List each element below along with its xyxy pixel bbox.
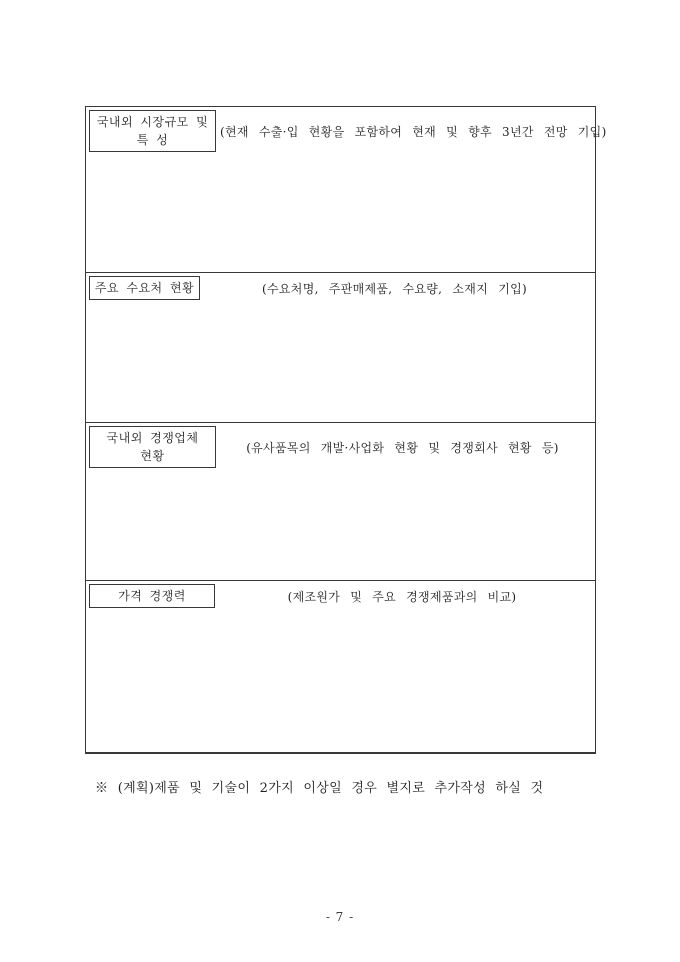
section-label-line: 특 성 [136,133,169,147]
section-market-size-hint: (현재 수출·입 현황을 포함하여 현재 및 향후 3년간 전망 기입) [220,124,607,139]
section-label-line: 현황 [140,449,165,463]
section-price-competitiveness-hint: (제조원가 및 주요 경쟁제품과의 비교) [287,589,517,604]
section-price-competitiveness-header [86,581,595,608]
section-demand-header [86,273,595,300]
section-competitors-hint: (유사품목의 개발·사업화 현황 및 경쟁회사 현황 등) [246,440,559,455]
section-label-line: 주요 수요처 현황 [94,281,195,295]
form-table [85,106,607,754]
section-demand-hint: (수요처명, 주판매제품, 수요량, 소재지 기입) [262,281,527,296]
section-demand [86,272,595,422]
section-label-line: 가격 경쟁력 [118,589,186,603]
section-price-competitiveness [86,580,595,752]
section-competitors-entry-area [86,471,595,580]
section-competitors-label-box [89,426,216,468]
page-number: - 7 - [325,910,355,924]
footnote: ※ (계획)제품 및 기술이 2가지 이상일 경우 별지로 추가작성 하실 것 [95,781,544,796]
section-market-size-entry-area [86,155,595,272]
section-price-competitiveness-label-box [89,584,215,608]
section-label-line: 국내외 경쟁업체 [106,431,199,445]
section-label-line: 국내외 시장규모 및 [96,115,209,129]
section-market-size [86,107,607,272]
section-market-size-header [86,107,607,152]
section-demand-entry-area [86,321,595,422]
section-price-competitiveness-entry-area [86,629,595,752]
section-competitors [86,422,595,580]
section-demand-label-box [89,276,200,300]
section-competitors-header [86,423,595,468]
section-market-size-label-box [89,110,216,152]
